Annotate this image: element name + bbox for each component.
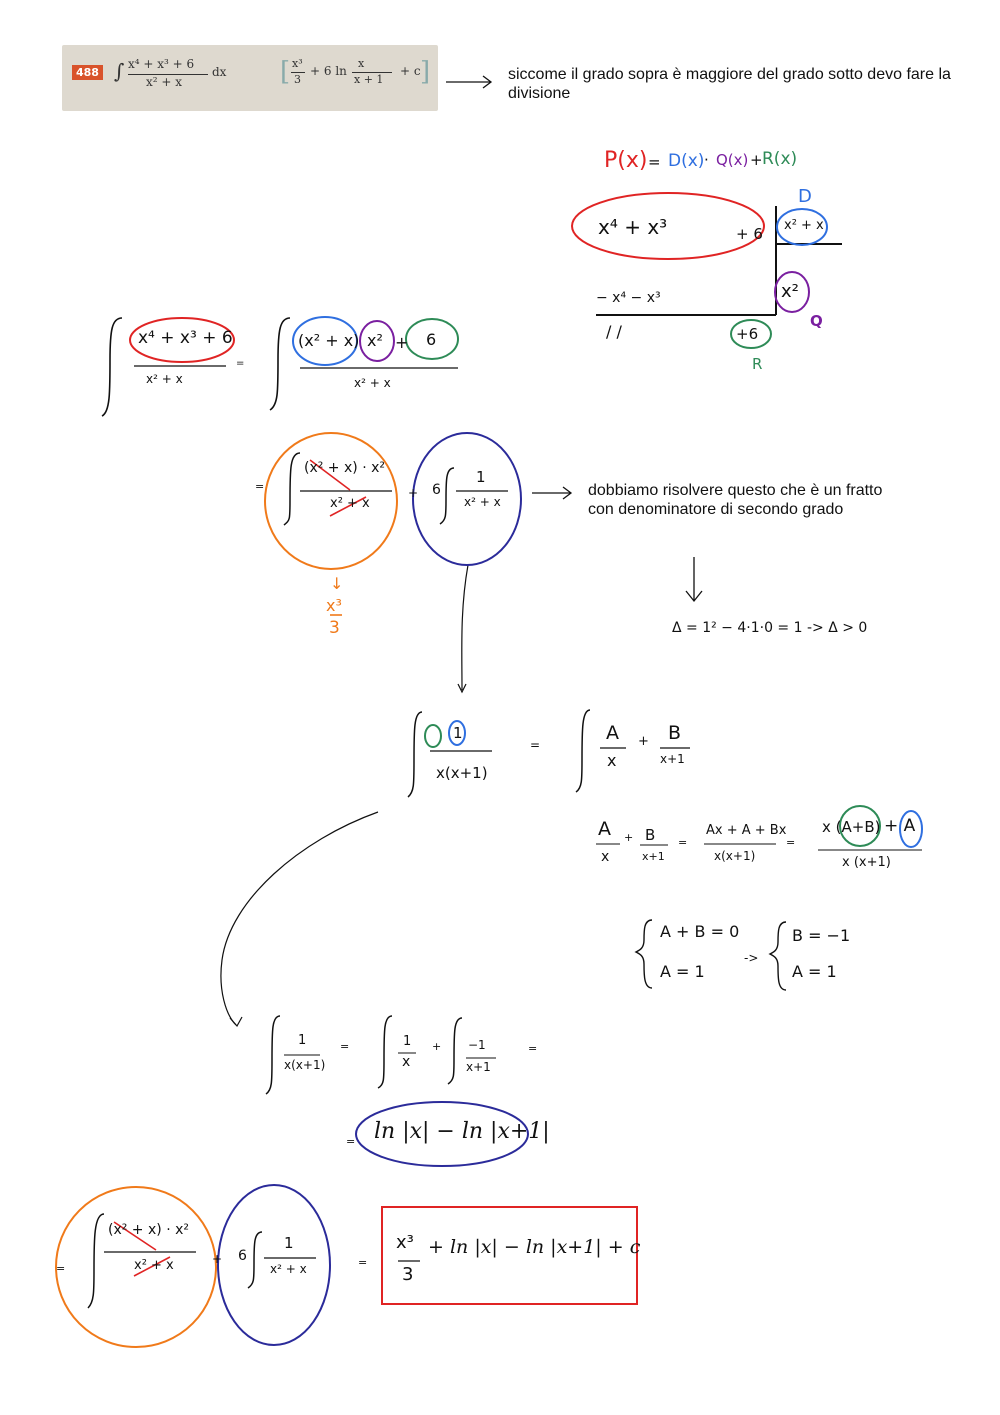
system-brace-1 <box>636 920 652 988</box>
partial-a-num: A <box>606 722 619 744</box>
final-answer-rest: + ln |x| − ln |x+1| + c <box>428 1236 641 1258</box>
answer-tail: + c <box>400 64 421 78</box>
combine-plus: + <box>624 831 634 844</box>
answer-bracket-right: ] <box>420 57 431 87</box>
identity-dot: · <box>704 151 709 169</box>
integration-t1-num: 1 <box>403 1034 412 1049</box>
system-brace-2 <box>770 922 786 990</box>
arrow-to-integration <box>221 812 378 1025</box>
exercise-number: 488 <box>72 65 103 80</box>
exercise-numerator: x⁴ + x³ + 6 <box>128 57 195 71</box>
delta-text: Δ = 1² − 4·1·0 = 1 -> Δ > 0 <box>672 620 868 636</box>
integration-eq1: = <box>340 1040 350 1053</box>
final-plus: + <box>212 1252 223 1266</box>
identity-plus: + <box>750 151 763 169</box>
step2-plus: + <box>408 486 419 500</box>
integration-lhs-den: x(x+1) <box>284 1058 326 1072</box>
final-answer-num: x³ <box>396 1232 414 1253</box>
divisor-text: x² + x <box>784 218 824 233</box>
step2-eq: = <box>255 480 265 493</box>
combine-b-den: x+1 <box>642 850 665 863</box>
identity-q: Q(x) <box>716 151 749 169</box>
partial-eq: = <box>530 738 541 752</box>
step2-denominator: x² + x <box>330 496 370 511</box>
label-r: R <box>752 355 763 373</box>
dividend-const: + 6 <box>736 225 763 243</box>
exercise-denominator: x² + x <box>146 75 183 89</box>
final-frac-num: 1 <box>284 1234 294 1252</box>
combine-right-num-b: + A <box>884 816 916 836</box>
final-coef: 6 <box>238 1248 247 1264</box>
combine-a: A <box>598 818 611 840</box>
step2-numerator: (x² + x) · x² <box>304 460 385 476</box>
integral-sign-2 <box>270 318 290 410</box>
dividend-text: x⁴ + x³ <box>598 215 668 239</box>
step1-eq: = <box>236 358 245 369</box>
system1-line1: A + B = 0 <box>660 922 740 941</box>
partial-b-den: x+1 <box>660 752 685 766</box>
final-eq: = <box>56 1262 66 1275</box>
answer-lead: x³ <box>292 57 303 70</box>
label-q: Q <box>810 312 823 330</box>
identity-eq: = <box>648 153 661 171</box>
partial-a-den: x <box>607 751 617 770</box>
result-numerator: x³ <box>326 596 342 615</box>
system-arrow: -> <box>744 951 759 965</box>
integration-plus: + <box>432 1040 442 1053</box>
integral-sign: ∫ <box>114 59 125 83</box>
result-denominator: 3 <box>329 618 340 638</box>
final-frac-den: x² + x <box>270 1262 307 1276</box>
step1b-plus: + <box>395 333 409 352</box>
answer-lead-den: 3 <box>294 73 301 86</box>
final-denominator: x² + x <box>134 1258 174 1273</box>
combine-a-den: x <box>601 849 610 865</box>
step1-denominator: x² + x <box>146 372 183 386</box>
partial-den: x(x+1) <box>436 764 488 782</box>
answer-bracket-left: [ <box>280 57 291 87</box>
arrow-to-partial <box>462 565 468 690</box>
quotient-text: x² <box>781 281 799 302</box>
system1-line2: A = 1 <box>660 962 705 981</box>
combine-eq2: = <box>786 836 796 849</box>
partial-plus: + <box>638 734 649 749</box>
step1b-part2: x² <box>367 331 383 350</box>
answer-inner-num: x <box>358 57 365 70</box>
step1b-part1: (x² + x) <box>298 331 360 350</box>
step2-coef: 6 <box>432 482 441 498</box>
partial-green-circle <box>425 725 441 747</box>
system2-line1: B = −1 <box>792 926 851 945</box>
combine-eq1: = <box>678 836 688 849</box>
step1-numerator: x⁴ + x³ + 6 <box>138 328 233 348</box>
integration-t1-den: x <box>402 1054 411 1070</box>
combine-mid-num: Ax + A + Bx <box>706 823 787 838</box>
combine-b: B <box>645 826 656 844</box>
partial-b-num: B <box>668 722 682 744</box>
step1b-denominator: x² + x <box>354 376 391 390</box>
final-answer-den: 3 <box>402 1264 414 1285</box>
exercise-dx: dx <box>212 65 227 79</box>
identity-d: D(x) <box>668 151 705 171</box>
answer-inner-den: x + 1 <box>354 73 384 86</box>
identity-p: P(x) <box>604 148 648 173</box>
combine-mid-den: x(x+1) <box>714 849 756 863</box>
combine-right-den: x (x+1) <box>842 855 891 870</box>
subtract-text: − x⁴ − x³ <box>596 290 661 306</box>
result-arrow: ↓ <box>330 574 344 593</box>
partial-one: 1 <box>453 724 463 742</box>
combine-right-num-a: x (A+B) <box>822 818 881 836</box>
ln-result-eq: = <box>346 1135 356 1148</box>
final-numerator: (x² + x) · x² <box>108 1222 189 1238</box>
ln-result: ln |x| − ln |x+1| <box>374 1119 550 1144</box>
division-note: siccome il grado sopra è maggiore del grado sotto devo fare la divisione <box>508 66 951 102</box>
cancel-slashes: / / <box>606 322 622 341</box>
identity-r: R(x) <box>762 149 798 169</box>
label-d: D <box>798 186 812 207</box>
remainder-text: +6 <box>736 325 759 343</box>
integration-t2-den: x+1 <box>466 1060 491 1074</box>
fraction-note: dobbiamo risolvere questo che è un fratto con denominatore di secondo grado <box>588 482 883 518</box>
final-eq2: = <box>358 1256 368 1269</box>
integration-lhs-num: 1 <box>298 1033 307 1048</box>
step2-frac-den: x² + x <box>464 495 501 509</box>
system2-line2: A = 1 <box>792 962 837 981</box>
step2-frac-num: 1 <box>476 468 486 486</box>
integration-eq2: = <box>528 1042 538 1055</box>
integration-t2-num: −1 <box>468 1038 486 1052</box>
integral-sign-1 <box>102 318 122 416</box>
answer-mid: + 6 ln <box>310 64 347 78</box>
step1b-part3: 6 <box>426 330 437 349</box>
